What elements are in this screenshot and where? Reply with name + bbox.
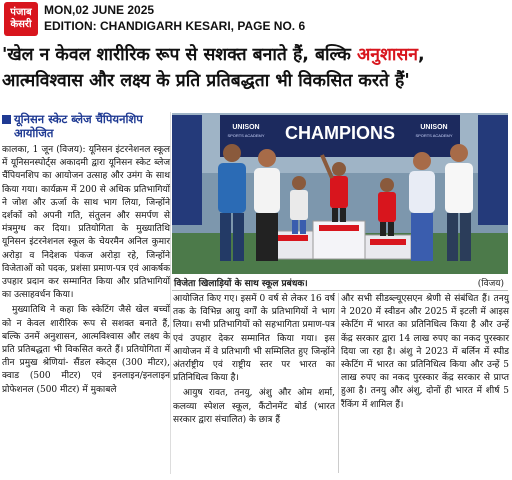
headline-part-1: 'खेल न केवल शारीरिक रूप से सशक्त बनाते हैं, बल्कि	[2, 45, 357, 65]
article-paragraph: आयोजित किए गए। इसमें 0 वर्ष से लेकर 16 वर्ष तक के विभिन्न आयु वर्गों के प्रतिभागियों ने भाग लिया। सभी प्रतिभागियों को सहभागिता प्रमाण-पत्र एवं उपहार देकर सम्मानित किया गया। इस आयोजन में वे प्रतिभागी भी सम्मिलित हुए जिन्होंने अंतर्राष्ट्रीय एवं राष्ट्रीय स्तर पर भारत का प्रतिनिधित्व किया है।	[173, 294, 335, 384]
banner-brand-left: UNISON	[232, 124, 260, 131]
article-subhead: यूनिसन स्केट ब्लेज चैंपियनशिप आयोजित	[2, 112, 170, 140]
winners-photo-illustration	[172, 113, 508, 274]
banner-brand-right-sub: SPORTS ACADEMY	[415, 133, 453, 138]
article-right-column	[341, 293, 509, 475]
banner-brand-right: UNISON	[420, 124, 448, 131]
headline-part-2: , आत्मविश्वास और लक्ष्य के प्रति प्रतिबद्धता भी विकसित करते हैं'	[2, 45, 425, 91]
article-photo	[172, 113, 508, 274]
logo-line-1: पंजाब	[10, 7, 32, 18]
logo-line-2: केसरी	[10, 19, 32, 30]
photo-credit: (विजय)	[477, 279, 504, 289]
banner-text: CHAMPIONS	[284, 123, 396, 143]
article-left-column	[2, 112, 170, 472]
article-paragraph: कालका, 1 जून (विजय): यूनिसन इंटरनेशनल स्कूल में यूनिसनस्पोर्ट्स अकादमी द्वारा यूनिसन स्केट ब्लेज चैंपियनशिप का आयोजन उत्साह और उमंग के साथ किया गया। कार्यक्रम में 200 से अधिक प्रतिभागियों ने जोश और ऊर्जा के साथ भाग लिया, जिन्होंने दर्शकों को अपनी गति, संतुलन और समर्पण से मंत्रमुग्ध कर दिया। प्रतियोगिता के मुख्यातिथि यूनिसन इंटरनेशनल स्कूल के चेयरमैन अनिल कुमार अरोड़ा व निदेशक पंकज अरोड़ा रहे, जिन्होंने विजेताओं को पदक, प्रशंसा प्रमाण-पत्र एवं आकर्षक उपहार प्रदान कर सम्मानित किया और प्रतिभागियों का उत्साहवर्धन किया।	[2, 145, 170, 301]
article-paragraph: आयुष रावत, तनयु, अंशु और ओम शर्मा, कलव्या स्पेशल स्कूल, कैंटोनमेंट बोर्ड (भारत सरकार द्वारा संचालित) के छात्र हैं	[173, 388, 335, 425]
photo-caption-bar	[172, 276, 508, 291]
edition-date: MON,02 JUNE 2025	[44, 3, 155, 17]
headline	[2, 42, 510, 94]
article-middle-column	[173, 293, 335, 475]
edition-name: EDITION: CHANDIGARH KESARI, PAGE NO. 6	[44, 19, 306, 33]
banner-brand-left-sub: SPORTS ACADEMY	[227, 133, 265, 138]
article-paragraph: मुख्यातिथि ने कहा कि स्केटिंग जैसे खेल बच्चों को न केवल शारीरिक रूप से सशक्त बनाते हैं, बल्कि उनमें अनुशासन, आत्मविश्वास और लक्ष्य के प्रति प्रतिबद्धता भी विकसित करते हैं। प्रतियोगिता में तीन प्रमुख श्रेणियां- सैंडल स्केट्स (300 मीटर), क्वाड (500 मीटर) एवं इनलाइन/इनलाइन प्रोफेशनल (500 मीटर) में मुकाबले	[2, 305, 170, 395]
newspaper-logo	[4, 2, 38, 36]
headline-highlight: अनुशासन	[356, 45, 418, 65]
column-divider	[338, 293, 339, 473]
column-divider	[170, 112, 171, 474]
article-paragraph: और सभी सीडब्ल्यूएसएन श्रेणी से संबंधित हैं। तनयु ने 2020 में स्वीडन और 2025 में इटली में आइस स्केटिंग में भारत का प्रतिनिधित्व किया है और उन्हें केंद्र सरकार द्वारा 14 लाख रुपए का नकद पुरस्कार दिया जा रहा है। अंशु ने 2023 में बर्लिन में स्पीड स्केटिंग में भारत का प्रतिनिधित्व किया और उन्हें 5 लाख रुपए का नकद पुरस्कार केंद्र सरकार से प्राप्त हुआ है। तनयु और अंशु, दोनों ही भारत में शीर्ष 5 रैंकिंग में शामिल हैं।	[341, 294, 509, 410]
masthead	[0, 0, 512, 40]
photo-caption: विजेता खिलाड़ियों के साथ स्कूल प्रबंधक।	[174, 279, 308, 289]
